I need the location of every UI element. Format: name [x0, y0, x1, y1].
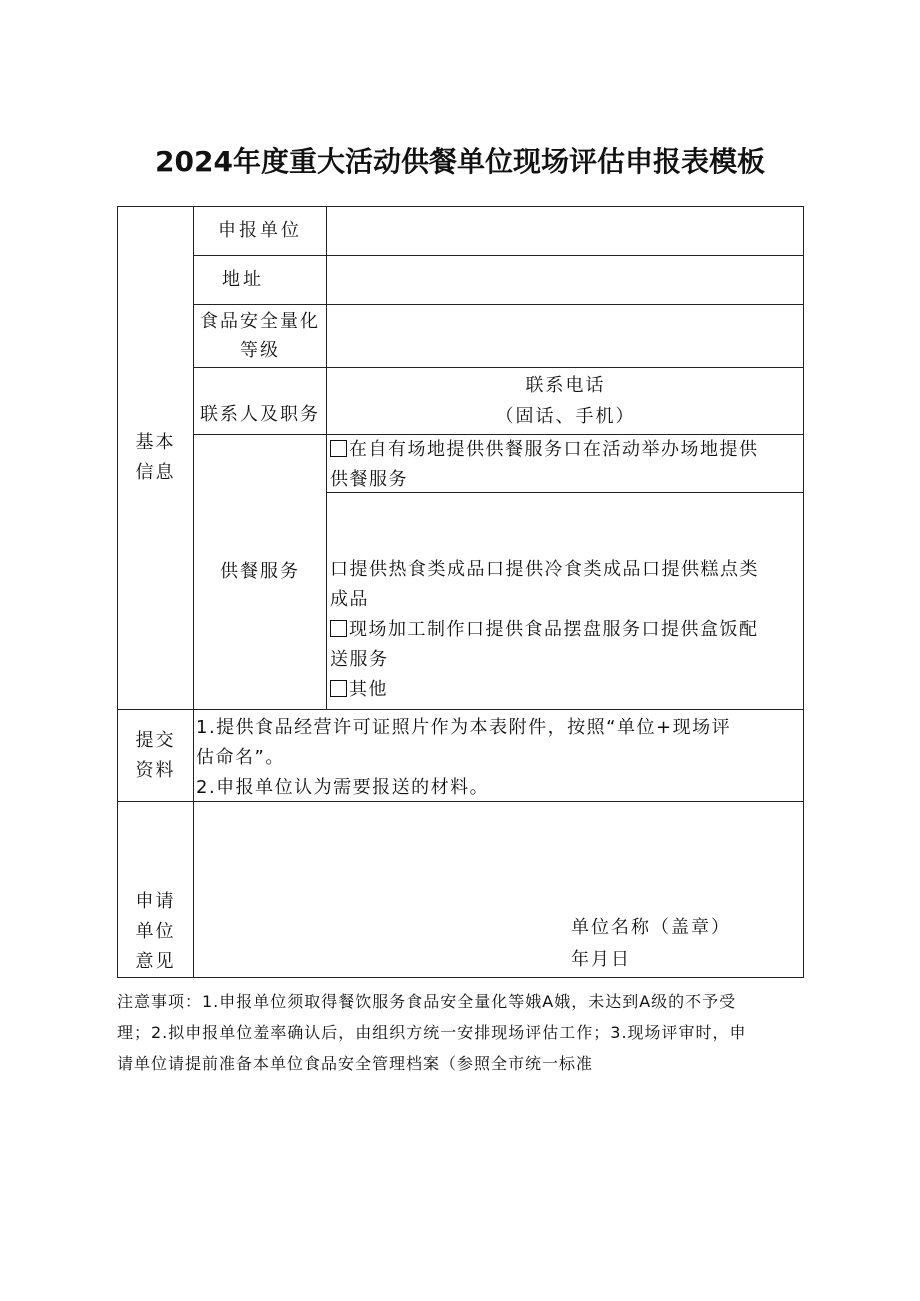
applicant-field[interactable] — [326, 207, 804, 255]
checkbox-own-venue[interactable] — [330, 440, 347, 457]
contact-phone-cell[interactable] — [326, 367, 804, 434]
basic-info-section-label — [118, 207, 193, 709]
safety-grade-label: 食品安全量化 等级 — [193, 304, 326, 367]
seal-label: 单位名称（盖章） — [571, 917, 731, 938]
contact-label: 联系人及职务 — [193, 367, 326, 434]
opinion-label: 申请 单位 意见 — [118, 801, 193, 977]
page-title: 2024年度重大活动供餐单位现场评估申报表模板 — [155, 145, 765, 178]
safety-grade-field[interactable] — [326, 304, 804, 367]
materials-content: 1.提供食品经营许可证照片作为本表附件，按照“单位+现场评 估命名”。 2.申报单位认为需要报送的材料。 — [193, 709, 804, 801]
service-option-2[interactable]: 口提供热食类成品口提供冷食类成品口提供糕点类 — [330, 559, 759, 580]
service-options-cell: 口提供热食类成品口提供冷食类成品口提供糕点类 成品 现场加工制作口提供食品摆盘服务口提供盒饭配 送服务 其他 — [326, 492, 804, 709]
application-form — [117, 206, 804, 978]
checkbox-onsite-processing[interactable] — [330, 620, 347, 637]
phone-label: 联系电话 — [525, 375, 606, 396]
date-label: 年月日 — [571, 949, 631, 970]
materials-label: 提交 资料 — [118, 709, 193, 801]
notes: 注意事项：1.申报单位须取得餐饮服务食品安全量化等娥A娥，未达到A级的不予受 理；2.拟申报单位羞率确认后，由组织方统一安排现场评估工作；3.现场评审时，申 请单位请提前准备本单位食品安全管理档案（参照全市统一标准 — [117, 992, 747, 1073]
address-field[interactable] — [326, 255, 804, 304]
phone-hint: （固话、手机） — [495, 406, 636, 427]
materials-item-2: 2.申报单位认为需要报送的材料。 — [196, 777, 490, 798]
opinion-field[interactable] — [193, 801, 804, 977]
checkbox-other[interactable] — [330, 680, 347, 697]
applicant-label: 申报单位 — [193, 207, 326, 255]
address-label: 地址 — [193, 255, 326, 304]
basic-info-label-line-1: 基本 — [135, 432, 176, 453]
basic-info-label-line-2: 信息 — [135, 462, 176, 483]
service-option-1-cell: 在自有场地提供供餐服务口在活动举办场地提供 供餐服务 — [326, 434, 804, 492]
service-label: 供餐服务 — [193, 434, 326, 709]
materials-item-1: 1.提供食品经营许可证照片作为本表附件，按照“单位+现场评 — [196, 717, 732, 738]
